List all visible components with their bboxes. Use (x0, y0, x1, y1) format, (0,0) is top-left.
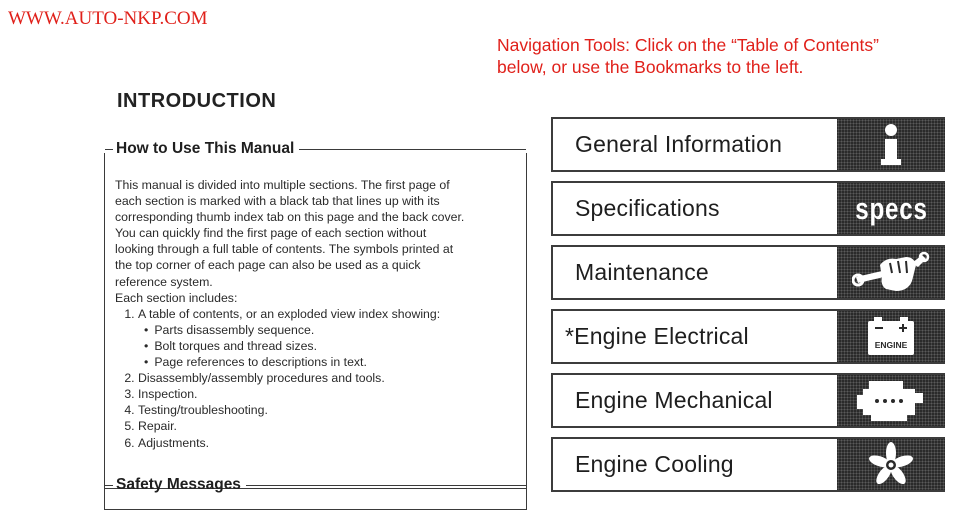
tab-label: *Engine Electrical (565, 323, 749, 349)
how-to-use-box (104, 140, 527, 489)
tab-engine-cooling[interactable] (551, 437, 945, 492)
list-item (138, 306, 515, 370)
safety-legend (105, 476, 526, 494)
tab-label: Engine Cooling (575, 451, 734, 477)
legend-rule (246, 485, 526, 486)
paragraph-line: the top corner of each page can also be used as a quick (115, 258, 421, 273)
wrench-hand-icon (837, 247, 945, 298)
list-item: 4. Testing/troubleshooting. (138, 402, 515, 418)
battery-icon (837, 311, 945, 362)
safety-messages-heading: Safety Messages (116, 476, 241, 493)
legend-tick (105, 149, 113, 150)
list-item: 3. Inspection. (138, 386, 515, 402)
specs-icon-text: specs (854, 190, 928, 226)
how-to-use-body (115, 177, 515, 451)
list-item: 6. Adjustments. (138, 435, 515, 451)
includes-label: Each section includes: (115, 290, 238, 305)
info-icon (837, 119, 945, 170)
intro-paragraph (115, 177, 515, 290)
nav-tools-line-2: below, or use the Bookmarks to the left. (497, 57, 804, 77)
tab-maintenance[interactable] (551, 245, 945, 300)
legend-tick (105, 485, 113, 486)
tab-general-information[interactable] (551, 117, 945, 172)
list-item: 5. Repair. (138, 418, 515, 434)
section-contents-list (115, 306, 515, 451)
tab-engine-mechanical[interactable] (551, 373, 945, 428)
tab-label: Engine Mechanical (575, 387, 773, 413)
list-item: 2. Disassembly/assembly procedures and tools. (138, 370, 515, 386)
safety-messages-box (104, 476, 527, 510)
navigation-tools-note (497, 34, 937, 78)
sub-list-item: • Parts disassembly sequence. (154, 322, 515, 338)
legend-rule (299, 149, 526, 150)
paragraph-line: This manual is divided into multiple sections. The first page of (115, 178, 450, 192)
how-to-use-heading: How to Use This Manual (116, 140, 295, 157)
paragraph-line: corresponding thumb index tab on this page and the back cover. (115, 210, 465, 225)
paragraph-line: You can quickly find the first page of each section without (115, 226, 427, 241)
nav-tools-line-1: Navigation Tools: Click on the “Table of Contents” (497, 35, 879, 55)
specs-icon (837, 183, 945, 234)
sub-list-item: • Bolt torques and thread sizes. (154, 338, 515, 354)
tab-specifications[interactable] (551, 181, 945, 236)
site-url-link[interactable]: WWW.AUTO-NKP.COM (8, 8, 208, 29)
sub-list-item: • Page references to descriptions in text. (154, 354, 515, 370)
engine-block-icon (837, 375, 945, 426)
paragraph-line: each section is marked with a black tab that lines up with its (115, 194, 440, 209)
how-to-use-legend (105, 140, 526, 158)
sub-list (138, 322, 515, 370)
tab-label: General Information (575, 131, 783, 157)
tab-label: Maintenance (575, 259, 709, 285)
paragraph-line: reference system. (115, 274, 213, 289)
list-item-text: A table of contents, or an exploded view index showing: (138, 306, 441, 321)
page-title: INTRODUCTION (117, 90, 277, 112)
paragraph-line: looking through a full table of contents. The symbols printed at (115, 242, 454, 257)
tab-engine-electrical[interactable] (551, 309, 945, 364)
cooling-fan-icon (837, 439, 945, 490)
battery-engine-label: ENGINE (874, 339, 908, 350)
tab-label: Specifications (575, 195, 720, 221)
